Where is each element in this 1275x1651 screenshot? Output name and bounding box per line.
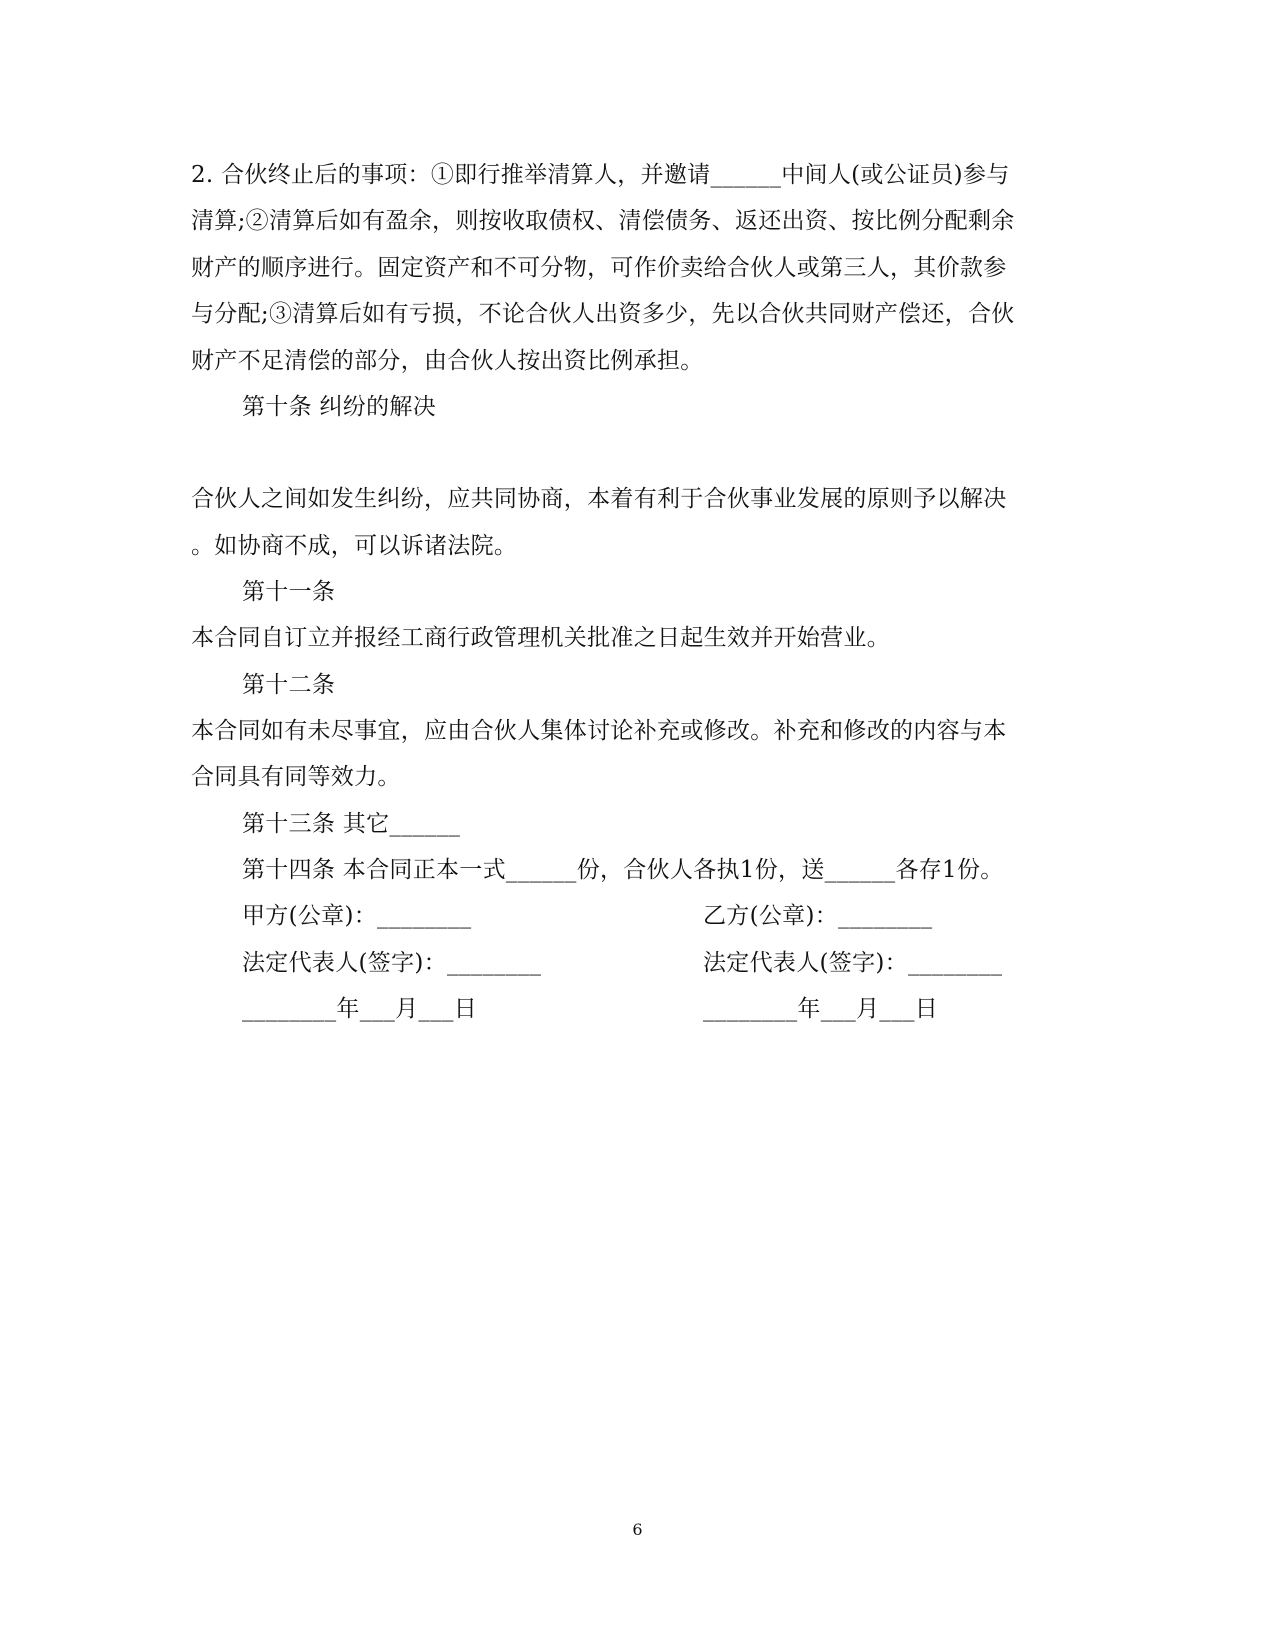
clause-item-2-line-4: 与分配;③清算后如有亏损，不论合伙人出资多少，先以合伙共同财产偿还，合伙 bbox=[191, 301, 1015, 327]
clause-item-2-line-1: 2. 合伙终止后的事项：①即行推举清算人，并邀请______中间人(或公证员)参与 bbox=[191, 162, 1010, 188]
article-11-body: 本合同自订立并报经工商行政管理机关批准之日起生效并开始营业。 bbox=[191, 625, 890, 651]
article-12-body-line-2: 合同具有同等效力。 bbox=[191, 764, 401, 790]
article-10-body-line-1: 合伙人之间如发生纠纷，应共同协商，本着有利于合伙事业发展的原则予以解决 bbox=[191, 486, 1007, 512]
article-13: 第十三条 其它______ bbox=[242, 811, 461, 837]
clause-item-2-line-5: 财产不足清偿的部分，由合伙人按出资比例承担。 bbox=[191, 348, 704, 374]
clause-item-2-line-3: 财产的顺序进行。固定资产和不可分物，可作价卖给合伙人或第三人，其价款参 bbox=[191, 255, 1007, 281]
party-b-date: ________年___月___日 bbox=[703, 996, 939, 1022]
party-a-representative: 法定代表人(签字)：________ bbox=[242, 950, 542, 976]
clause-item-2-line-2: 清算;②清算后如有盈余，则按收取债权、清偿债务、返还出资、按比例分配剩余 bbox=[191, 208, 1015, 234]
party-b-representative: 法定代表人(签字)：________ bbox=[703, 950, 1003, 976]
party-b-seal: 乙方(公章)：________ bbox=[703, 903, 933, 929]
article-10-body-line-2: 。如协商不成，可以诉诸法院。 bbox=[191, 533, 518, 559]
article-11-heading: 第十一条 bbox=[242, 579, 336, 605]
page-number: 6 bbox=[632, 1520, 643, 1539]
article-14: 第十四条 本合同正本一式______份，合伙人各执1份，送______各存1份。 bbox=[242, 857, 1004, 883]
party-a-seal: 甲方(公章)：________ bbox=[242, 903, 472, 929]
article-10-heading: 第十条 纠纷的解决 bbox=[242, 394, 437, 420]
article-12-body-line-1: 本合同如有未尽事宜，应由合伙人集体讨论补充或修改。补充和修改的内容与本 bbox=[191, 718, 1007, 744]
party-a-date: ________年___月___日 bbox=[242, 996, 478, 1022]
article-12-heading: 第十二条 bbox=[242, 672, 336, 698]
